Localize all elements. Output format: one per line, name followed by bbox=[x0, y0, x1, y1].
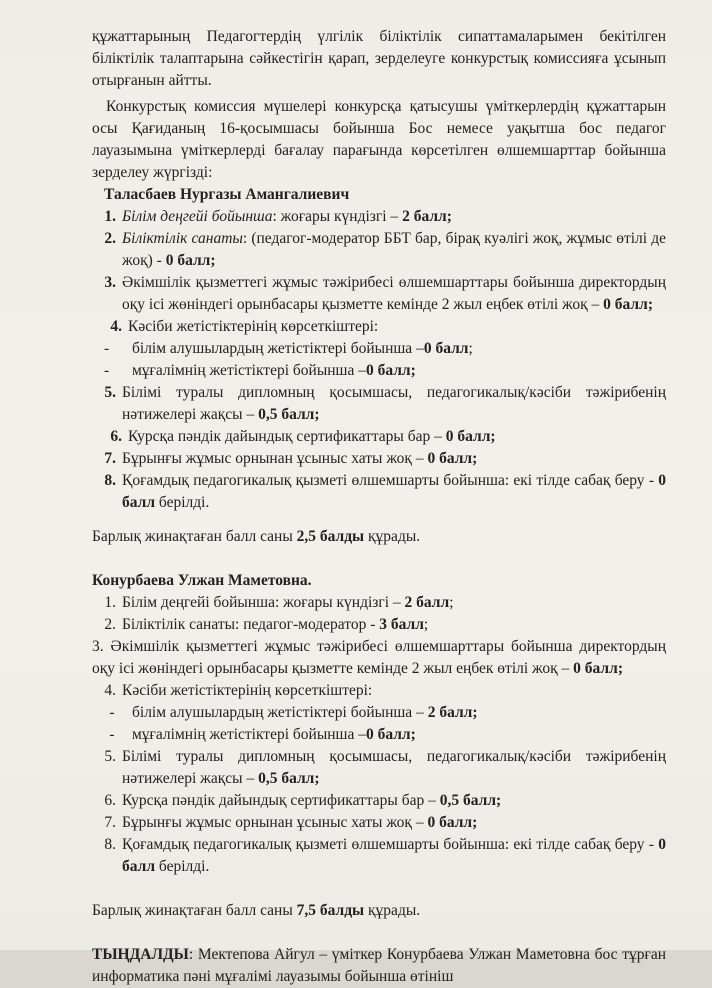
criterion-item: 2. Біліктілік санаты: педагог-модератор - 3 балл; bbox=[104, 616, 429, 633]
candidate-2-total: Барлық жинақтаған балл саны 7,5 балды құрады. bbox=[92, 902, 421, 919]
candidate-1-name: Таласбаев Нургазы Амангалиевич bbox=[104, 186, 350, 203]
criterion-item: 1. Білім деңгейі бойынша: жоғары күндізгі – 2 балл; bbox=[104, 208, 452, 225]
sub-item: - білім алушылардың жетістіктері бойынша – 2 балл; bbox=[109, 704, 478, 721]
candidate-2-name: Конурбаева Улжан Маметовна. bbox=[92, 572, 312, 589]
criterion-item: 8. Қоғамдық педагогикалық қызметі өлшемшарты бойынша: екі тілде сабақ беру - 0 балл берілді. bbox=[104, 836, 666, 875]
document-body bbox=[92, 26, 666, 988]
criterion-item: 3. Әкімшілік қызметтегі жұмыс тәжірибесі өлшемшарттары бойынша директордың оқу ісі жөніндегі орынбасары қызметте кемінде 2 жыл еңбек өтілі жоқ – 0 балл; bbox=[92, 638, 667, 677]
sub-item: - мұғалімнің жетістіктері бойынша –0 балл; bbox=[109, 726, 416, 743]
listened-label: ТЫҢДАЛДЫ bbox=[92, 946, 189, 963]
sub-item: - мұғалімнің жетістіктері бойынша –0 балл; bbox=[104, 362, 416, 379]
criterion-item: 6. Курсқа пәндік дайындық сертификаттары бар – 0,5 балл; bbox=[104, 792, 502, 809]
criterion-item: 6. Курсқа пәндік дайындық сертификаттары бар – 0 балл; bbox=[110, 428, 496, 445]
criterion-item: 2. Біліктілік санаты: (педагог-модератор ББТ бар, бірақ куәлігі жоқ, жұмыс өтілі де жоқ) - 0 балл; bbox=[104, 230, 666, 269]
sub-item: - білім алушылардың жетістіктері бойынша –0 балл; bbox=[104, 340, 473, 357]
candidate-1-criteria bbox=[92, 206, 666, 514]
candidate-2-criteria bbox=[92, 592, 666, 878]
intro-paragraph-1: құжаттарының Педагогтердің үлгілік біліктілік сипаттамаларымен бекітілген біліктілік талаптарына сәйкестігін қарап, зерделеуге конкурстық комиссияға ұсынып отырғанын айтты. bbox=[92, 28, 666, 89]
criterion-item: 5. Білімі туралы дипломның қосымшасы, педагогикалық/кәсіби тәжірибенің нәтижелері жақсы – 0,5 балл; bbox=[104, 748, 666, 787]
criterion-item: 4. Кәсіби жетістіктерінің көрсеткіштері: bbox=[110, 318, 379, 335]
criterion-item: 8. Қоғамдық педагогикалық қызметі өлшемшарты бойынша: екі тілде сабақ беру - 0 балл берілді. bbox=[104, 472, 666, 511]
criterion-item: 4. Кәсіби жетістіктерінің көрсеткіштері: bbox=[104, 682, 373, 699]
criterion-item: 5. Білімі туралы дипломның қосымшасы, педагогикалық/кәсіби тәжірибенің нәтижелері жақсы – 0,5 балл; bbox=[104, 384, 666, 423]
criterion-item: 3. Әкімшілік қызметтегі жұмыс тәжірибесі өлшемшарттары бойынша директордың оқу ісі жөніндегі орынбасары қызметте кемінде 2 жыл еңбек өтілі жоқ – 0 балл; bbox=[104, 274, 666, 313]
criterion-item: 7. Бұрынғы жұмыс орнынан ұсыныс хаты жоқ – 0 балл; bbox=[104, 450, 478, 467]
intro-paragraph-2: Конкурстық комиссия мүшелері конкурсқа қатысушы үміткерлердің құжаттарын осы Қағиданың 16-қосымшасы бойынша Бос немесе уақытша бос педагог лауазымына үміткерлерді бағалау парағында көрсетілген өлшемшарттар бойынша зерделеу жүргізді: bbox=[92, 98, 666, 181]
listened-paragraph: ТЫҢДАЛДЫ: Мектепова Айгул – үміткер Конурбаева Улжан Маметовна бос тұрған информатика пәні мұғалімі лауазымы бойынша өтініш bbox=[92, 946, 666, 985]
criterion-item: 1. Білім деңгейі бойынша: жоғары күндізгі – 2 балл; bbox=[104, 594, 454, 611]
criterion-item: 7. Бұрынғы жұмыс орнынан ұсыныс хаты жоқ – 0 балл; bbox=[104, 814, 478, 831]
candidate-1-total: Барлық жинақтаған балл саны 2,5 балды құрады. bbox=[92, 528, 421, 545]
